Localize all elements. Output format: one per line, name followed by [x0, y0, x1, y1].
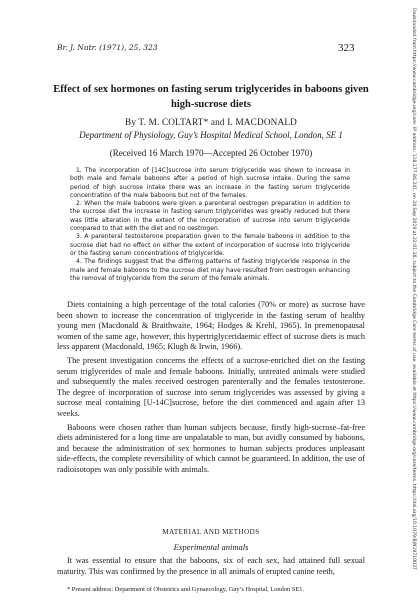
journal-reference: Br. J. Nutr. (1971), 25, 323: [57, 43, 158, 52]
body-text: [57, 300, 365, 479]
body-paragraph-2: The present investigation concerns the effects of a sucrose-enriched diet on the fasting serum triglycerides of male and female baboons. Initially, untreated animals were studied and subsequently the males received oestrogen parenterally and the females testosterone. The degree of incorporation of sucrose into serum triglycerides was assessed by giving a sucrose meal containing [U-14C]sucrose, before the diet commenced and again after 13 weeks.: [57, 355, 365, 418]
download-notice[interactable]: Downloaded from https://www.cambridge.org/core. IP address: 118.177.86.241, on 24 Sep 2019 at 22:01:38, subject to the Cambridge Core terms of use, available at https://www.cambridge.org/core/terms. https://doi.org/10.1079/BJN19710037: [411, 8, 416, 570]
abstract-point-1: 1. The incorporation of [14C]sucrose into serum triglyceride was shown to increase in both male and female baboons after a period of high sucrose intake. During the same period of high sucrose intake there was an increase in the fasting serum triglyceride concentration of the male baboons but not of the females.: [70, 167, 350, 199]
methods-paragraph-1: It was essential to ensure that the baboons, six of each sex, had attained full sexual maturity. This was confirmed by the presence in all animals of erupted canine teeth,: [57, 556, 365, 576]
received-dates: (Received 16 March 1970—Accepted 26 October 1970): [109, 148, 313, 158]
abstract-point-4: 4. The findings suggest that the differing patterns of fasting triglyceride response in the male and female baboons to the sucrose diet may have resulted from oestrogen enhancing the removal of triglyceride from the serum of the female animals.: [70, 258, 350, 282]
footnote: * Present address: Department of Obstetrics and Gynaecology, Guy’s Hospital, London SE1.: [67, 586, 305, 593]
section-heading-methods: MATERIAL AND METHODS: [162, 528, 260, 536]
article-title: Effect of sex hormones on fasting serum triglycerides in baboons given high-sucrose diets: [53, 84, 369, 110]
abstract-point-3: 3. A parenteral testosterone preparation given to the female baboons in addition to the sucrose diet had no effect on either the extent of incorporation of sucrose into triglyceride or the fasting serum concentrations of triglyceride.: [70, 233, 350, 257]
page-number: 323: [338, 42, 355, 54]
subsection-heading-animals: Experimental animals: [173, 542, 249, 552]
abstract-point-2: 2. When the male baboons were given a parenteral oestrogen preparation in addition to the sucrose diet the increase in fasting serum triglycerides was greatly reduced but there was little alteration in the extent of the incorporation of sucrose into serum triglyceride compared to that with the diet and no oestrogen.: [70, 200, 350, 233]
article-affiliation: Department of Physiology, Guy’s Hospital Medical School, London, SE 1: [79, 130, 343, 140]
abstract: [70, 167, 350, 283]
body-paragraph-1: Diets containing a high percentage of the total calories (70% or more) as sucrose have been shown to increase the concentration of triglyceride in the fasting serum of healthy young men (Macdonald & Braithwaite, 1964; Hodges & Krehl, 1965). In premenopausal women of the same age, however, this hypertriglyceridaemic effect of sucrose diets is much less apparent (Macdonald, 1965; Klugh & Irwin, 1966).: [57, 300, 365, 352]
article-authors: By T. M. COLTART* and I. MACDONALD: [125, 117, 297, 127]
methods-text: [57, 556, 365, 577]
body-paragraph-3: Baboons were chosen rather than human subjects because, firstly high-sucrose–fat-free diets administered for a long time are unpalatable to man, but avidly consumed by baboons, and because the administration of sex hormones to human subjects produces unpleasant side-effects, the complete reversibility of which cannot be guaranteed. In addition, the use of radioisotopes was only possible with animals.: [57, 422, 365, 474]
download-sidebar: [407, 8, 417, 608]
